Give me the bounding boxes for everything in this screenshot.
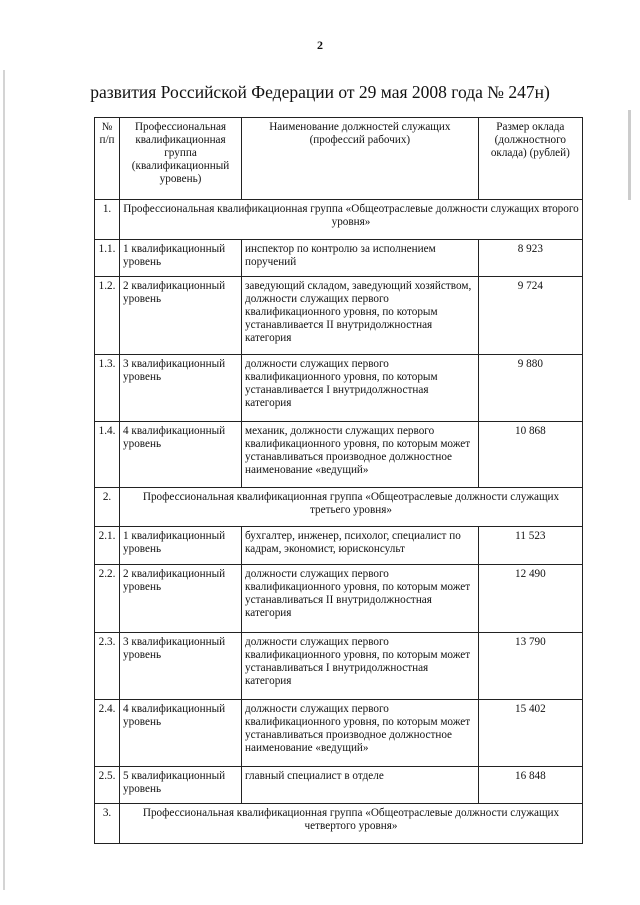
group-title: Профессиональная квалификационная группа «Общеотраслевые должности служащих третьего уровня» [120,488,583,527]
qualification-level: 4 квалификационный уровень [120,422,242,488]
group-row [95,804,583,844]
group-number: 1. [95,200,120,240]
salary-value: 11 523 [478,527,582,565]
position-name: заведующий складом, заведующий хозяйством, должности служащих первого квалификационного уровня, по которым устанавливается II внутридолжностная категория [242,277,479,355]
position-name: бухгалтер, инженер, психолог, специалист по кадрам, экономист, юрисконсульт [242,527,479,565]
salary-value: 15 402 [478,700,582,767]
table-row [95,565,583,633]
row-number: 2.4. [95,700,120,767]
table-row [95,422,583,488]
table-row [95,240,583,277]
group-title: Профессиональная квалификационная группа «Общеотраслевые должности служащих четвертого уровня» [120,804,583,844]
salary-value: 13 790 [478,633,582,700]
header-salary: Размер оклада (должностного оклада) (рублей) [478,118,582,200]
page-number: 2 [317,38,323,52]
qualification-level: 3 квалификационный уровень [120,633,242,700]
table-row [95,277,583,355]
group-title: Профессиональная квалификационная группа «Общеотраслевые должности служащих второго уровня» [120,200,583,240]
position-name: главный специалист в отделе [242,767,479,804]
salary-value: 10 868 [478,422,582,488]
salary-value: 9 724 [478,277,582,355]
position-name: должности служащих первого квалификационного уровня, по которым устанавливается I внутридолжностная категория [242,355,479,422]
table-row [95,527,583,565]
row-number: 2.2. [95,565,120,633]
salary-value: 12 490 [478,565,582,633]
header-num: № п/п [95,118,120,200]
salary-table [94,117,583,844]
table-row [95,700,583,767]
document-heading: развития Российской Федерации от 29 мая 2008 года № 247н) [90,82,550,102]
group-row [95,488,583,527]
row-number: 1.2. [95,277,120,355]
group-number: 3. [95,804,120,844]
table-row [95,633,583,700]
position-name: механик, должности служащих первого квалификационного уровня, по которым может устанавливаться производное должностное наименование «ведущий» [242,422,479,488]
qualification-level: 2 квалификационный уровень [120,277,242,355]
table-row [95,355,583,422]
scan-mark-right [628,110,631,200]
qualification-level: 5 квалификационный уровень [120,767,242,804]
position-name: должности служащих первого квалификационного уровня, по которым может устанавливаться производное должностное наименование «ведущий» [242,700,479,767]
group-number: 2. [95,488,120,527]
qualification-level: 2 квалификационный уровень [120,565,242,633]
qualification-level: 1 квалификационный уровень [120,527,242,565]
qualification-level: 1 квалификационный уровень [120,240,242,277]
salary-value: 9 880 [478,355,582,422]
header-position: Наименование должностей служащих (профессий рабочих) [242,118,479,200]
header-group: Профессиональная квалификационная группа (квалификационный уровень) [120,118,242,200]
position-name: должности служащих первого квалификационного уровня, по которым может устанавливаться II внутридолжностная категория [242,565,479,633]
scan-mark-left [3,70,5,890]
group-row [95,200,583,240]
row-number: 1.4. [95,422,120,488]
row-number: 1.3. [95,355,120,422]
salary-value: 16 848 [478,767,582,804]
qualification-level: 4 квалификационный уровень [120,700,242,767]
row-number: 2.5. [95,767,120,804]
row-number: 2.1. [95,527,120,565]
salary-value: 8 923 [478,240,582,277]
row-number: 1.1. [95,240,120,277]
table-header-row [95,118,583,200]
position-name: должности служащих первого квалификационного уровня, по которым может устанавливаться I внутридолжностная категория [242,633,479,700]
position-name: инспектор по контролю за исполнением поручений [242,240,479,277]
row-number: 2.3. [95,633,120,700]
table-row [95,767,583,804]
qualification-level: 3 квалификационный уровень [120,355,242,422]
